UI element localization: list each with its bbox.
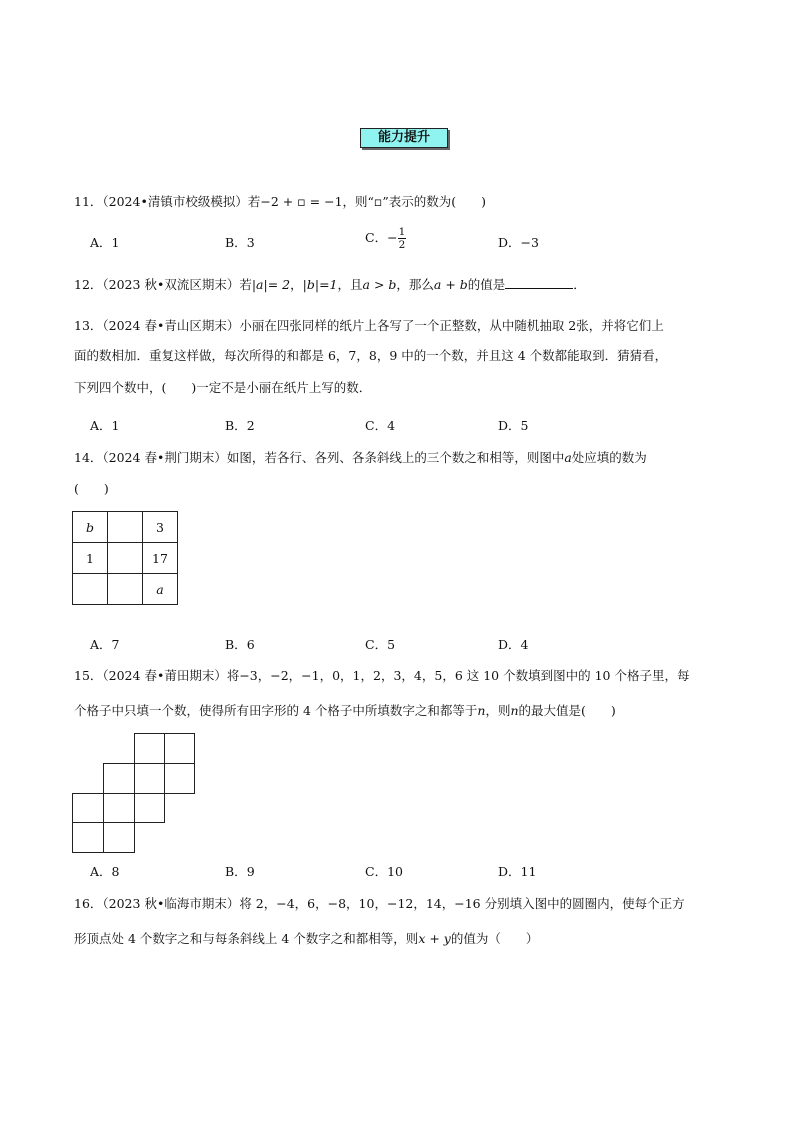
option-d: D．11 <box>498 864 537 879</box>
grid-cell: 17 <box>143 543 178 574</box>
question-12: 12．（2023 秋•双流区期末）若|a|= 2，|b|=1，且a > b，那么a + b的值是 ． <box>74 277 586 292</box>
math-expression: x + y <box>418 931 451 946</box>
grid-cell <box>103 822 135 853</box>
option-d: D．−3 <box>498 235 539 250</box>
question-16-line-2: 形顶点处 4 个数字之和与每条斜线上 4 个数字之和都相等，则x + y的值为（ ） <box>74 931 539 946</box>
option-b: B．9 <box>225 864 255 879</box>
grid-cell: b <box>73 512 108 543</box>
question-source: （2024 春•荆门期末） <box>102 450 227 465</box>
grid-cell <box>164 733 195 764</box>
option-c: C．4 <box>365 418 396 433</box>
question-text: 若 <box>247 194 261 209</box>
grid-cell <box>103 793 135 823</box>
question-number: 13． <box>74 318 103 333</box>
question-source: （2023 秋•临海市期末） <box>102 896 240 911</box>
option-b: B．2 <box>225 418 255 433</box>
math-expression: a > b <box>362 277 397 292</box>
question-number: 11． <box>74 194 103 209</box>
grid-cell <box>108 512 143 543</box>
option-a: A．7 <box>90 637 120 652</box>
question-number: 15． <box>74 668 103 683</box>
option-b: B．6 <box>225 637 255 652</box>
staircase-grid-figure <box>72 733 196 853</box>
grid-cell <box>72 793 104 823</box>
grid-cell <box>164 763 195 794</box>
question-text: ，则“▫”表示的数为( ) <box>342 194 487 209</box>
grid-cell: a <box>143 574 178 605</box>
grid-cell <box>134 763 165 794</box>
grid-cell <box>134 733 165 764</box>
option-a: A．1 <box>90 418 120 433</box>
grid-cell <box>108 543 143 574</box>
question-15-line-2: 个格子中只填一个数，使得所有田字形的 4 个格子中所填数字之和都等于n，则n的最大值是( ) <box>74 703 616 718</box>
question-11 <box>74 192 486 210</box>
option-c: C．− $\frac{1}{2}$ <box>365 226 406 251</box>
question-number: 14． <box>74 450 103 465</box>
magic-square-grid <box>72 511 178 605</box>
question-text: 将−3，−2，−1，0，1，2，3，4，5，6 这 10 个数填到图中的 10 个格子里，每 <box>226 668 690 683</box>
option-d: D．5 <box>498 418 529 433</box>
grid-cell <box>73 574 108 605</box>
math-expression: |a|= 2 <box>251 277 291 292</box>
question-13 <box>74 316 664 334</box>
answer-blank[interactable] <box>505 276 573 289</box>
question-16 <box>74 894 685 912</box>
question-14-line-2: ( ) <box>74 481 109 496</box>
question-text: 将 2，−4，6，−8，10，−12，14，−16 分别填入图中的圆圈内，使每个正方 <box>239 896 685 911</box>
option-b: B．3 <box>225 235 255 250</box>
question-source: （2024 春•莆田期末） <box>102 668 227 683</box>
option-a: A．8 <box>90 864 120 879</box>
grid-cell: 3 <box>143 512 178 543</box>
grid-cell <box>103 763 135 794</box>
question-13-line-3: 下列四个数中，( )一定不是小丽在纸片上写的数． <box>74 380 372 395</box>
math-expression: |b|=1 <box>302 277 338 292</box>
question-number: 12． <box>74 277 103 292</box>
question-source: （2023 秋•双流区期末） <box>102 277 240 292</box>
question-source: （2024•清镇市校级模拟） <box>102 194 248 209</box>
option-c: C．10 <box>365 864 403 879</box>
grid-cell <box>134 793 165 823</box>
grid-cell <box>108 574 143 605</box>
math-expression: a + b <box>433 277 468 292</box>
option-d: D．4 <box>498 637 529 652</box>
question-source: （2024 春•青山区期末） <box>102 318 240 333</box>
question-15 <box>74 666 689 684</box>
question-14: 14．（2024 春•荆门期末）如图，若各行、各列、各条斜线上的三个数之和相等，则图中a处应填的数为 <box>74 450 647 465</box>
grid-cell <box>72 822 104 853</box>
grid-cell: 1 <box>73 543 108 574</box>
option-a: A．1 <box>90 235 120 250</box>
question-13-line-2: 面的数相加．重复这样做，每次所得的和都是 6，7，8，9 中的一个数，并且这 4 个数都能取到．猜猜看， <box>74 348 668 363</box>
section-title: 能力提升 <box>360 128 448 148</box>
math-expression: −2 + ▫ = −1 <box>260 194 343 209</box>
fraction: $\frac{1}{2}$ <box>398 226 406 251</box>
option-c: C．5 <box>365 637 396 652</box>
question-text: 小丽在四张同样的纸片上各写了一个正整数，从中随机抽取 2张，并将它们上 <box>239 318 664 333</box>
math-variable: a <box>564 450 572 465</box>
question-number: 16． <box>74 896 103 911</box>
